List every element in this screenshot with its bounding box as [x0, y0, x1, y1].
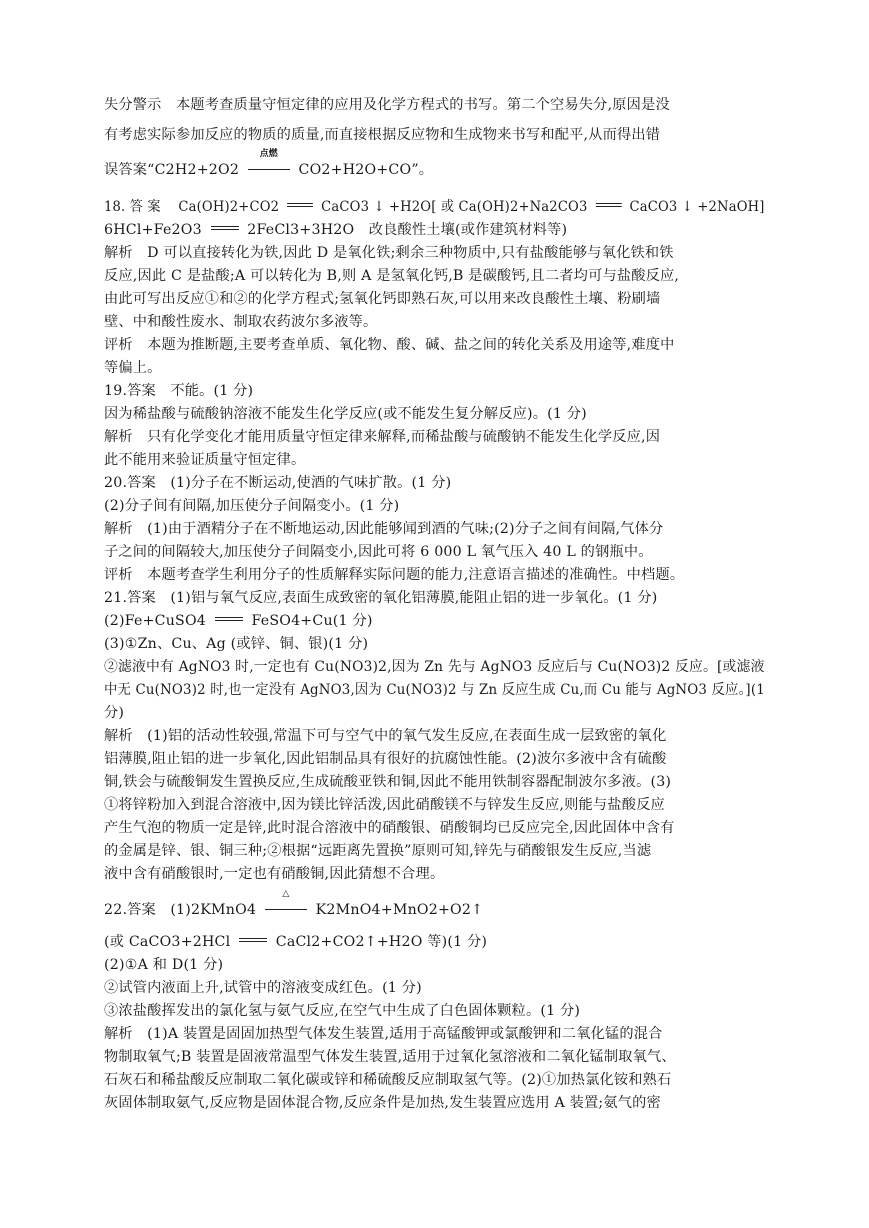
text-fragment: K2MnO4+MnO2+O2↑ [315, 902, 484, 918]
text-line: (2)①A 和 D(1 分) [104, 957, 224, 973]
text-fragment: CO2+H2O+CO”。 [298, 162, 434, 178]
text-line: 分) [104, 705, 125, 721]
text-line: ①将锌粉加入到混合溶液中,因为镁比锌活泼,因此硝酸镁不与锌发生反应,则能与盐酸反应 [104, 797, 665, 813]
text-fragment: (或 CaCO3+2HCl [104, 934, 231, 950]
text-fragment: 2FeCl3+3H2O 改良酸性土壤(或作建筑材料等) [247, 222, 568, 238]
text-fragment: 18. 答 案 Ca(OH)2+CO2 [104, 199, 280, 215]
text-line [104, 197, 765, 217]
text-line: 评析 本题为推断题,主要考查单质、氧化物、酸、碱、盐之间的转化关系及用途等,难度中 [104, 337, 675, 353]
text-fragment: CaCO3 ↓ +2NaOH] [629, 199, 765, 215]
text-line: 等偏上。 [104, 360, 162, 376]
text-line: 解析 D 可以直接转化为铁,因此 D 是氧化铁;剩余三种物质中,只有盐酸能够与氧化铁和铁 [104, 245, 674, 261]
text-line: 中无 Cu(NO3)2 时,也一定没有 AgNO3,因为 Cu(NO3)2 与 Zn 反应生成 Cu,而 Cu 能与 AgNO3 反应。](1 [104, 682, 765, 698]
text-line: ②滤液中有 AgNO3 时,一定也有 Cu(NO3)2,因为 Zn 先与 AgNO3 反应后与 Cu(NO3)2 反应。[或滤液 [104, 659, 765, 675]
text-line: 反应,因此 C 是盐酸;A 可以转化为 B,则 A 是氢氧化钙,B 是碳酸钙,且二者均可与盐酸反应, [104, 268, 680, 284]
text-line: 因为稀盐酸与硫酸钠溶液不能发生化学反应(或不能发生复分解反应)。(1 分) [104, 406, 587, 422]
text-fragment: 误答案“C2H2+2O2 [104, 162, 240, 178]
text-line: 由此可写出反应①和②的化学方程式;氢氧化钙即熟石灰,可以用来改良酸性土壤、粉刷墙 [104, 291, 661, 307]
text-line: 失分警示 本题考查质量守恒定律的应用及化学方程式的书写。第二个空易失分,原因是没 [104, 97, 670, 113]
text-line: 的金属是锌、银、铜三种;②根据“远距离先置换”原则可知,锌先与硝酸银发生反应,当滤 [104, 843, 652, 859]
text-fragment: (2)Fe+CuSO4 [104, 613, 207, 629]
text-line: 解析 只有化学变化才能用质量守恒定律来解释,而稀盐酸与硫酸钠不能发生化学反应,因 [104, 429, 661, 445]
text-line: 此不能用来验证质量守恒定律。 [104, 452, 306, 468]
text-line [104, 611, 373, 631]
equals-sign [239, 936, 267, 944]
text-line: 产生气泡的物质一定是锌,此时混合溶液中的硝酸银、硝酸铜均已反应完全,因此固体中含有 [104, 820, 675, 836]
condition-label: △ [282, 889, 290, 899]
reaction-arrow [261, 889, 311, 920]
text-line: 石灰石和稀盐酸反应制取二氧化碳或锌和稀硫酸反应制取氢气等。(2)①加热氯化铵和熟石 [104, 1072, 672, 1088]
text-line: 解析 (1)铝的活动性较强,常温下可与空气中的氧气发生反应,在表面生成一层致密的氧化 [104, 728, 667, 744]
text-fragment: FeSO4+Cu(1 分) [251, 613, 373, 629]
equals-sign [211, 224, 239, 232]
text-line: ③浓盐酸挥发出的氯化氢与氨气反应,在空气中生成了白色固体颗粒。(1 分) [104, 1003, 581, 1019]
text-line: 有考虑实际参加反应的物质的质量,而直接根据反应物和生成物来书写和配平,从而得出错 [104, 127, 661, 143]
text-fragment: 6HCl+Fe2O3 [104, 222, 202, 238]
text-line: 液中含有硝酸银时,一定也有硝酸铜,因此猜想不合理。 [104, 866, 445, 882]
equals-sign [287, 201, 313, 209]
text-line: 19.答案 不能。(1 分) [104, 383, 254, 399]
text-fragment: CaCO3 ↓ +H2O[ 或 Ca(OH)2+Na2CO3 [321, 199, 588, 215]
text-line: 21.答案 (1)铝与氧气反应,表面生成致密的氧化铝薄膜,能阻止铝的进一步氧化。(1 分) [104, 590, 658, 606]
text-line: 铝薄膜,阻止铝的进一步氧化,因此铝制品具有很好的抗腐蚀性能。(2)波尔多液中含有硫酸 [104, 751, 667, 767]
text-line: 解析 (1)由于酒精分子在不断地运动,因此能够闻到酒的气味;(2)分子之间有间隔,气体分 [104, 521, 664, 537]
text-line: 解析 (1)A 装置是固固加热型气体发生装置,适用于高锰酸钾或氯酸钾和二氧化锰的混合 [104, 1026, 663, 1042]
text-line [104, 889, 484, 920]
text-line: 壁、中和酸性废水、制取农药波尔多液等。 [104, 314, 378, 330]
condition-label: 点燃 [259, 149, 278, 159]
text-line [104, 932, 487, 952]
text-line: 铜,铁会与硫酸铜发生置换反应,生成硫酸亚铁和铜,因此不能用铁制容器配制波尔多液。(3) [104, 774, 672, 790]
text-fragment: CaCl2+CO2↑+H2O 等)(1 分) [275, 934, 488, 950]
text-line [104, 220, 567, 240]
text-line: 子之间的间隔较大,加压使分子间隔变小,因此可将 6 000 L 氧气压入 40 L 的钢瓶中。 [104, 544, 653, 560]
text-line: (3)①Zn、Cu、Ag (或锌、铜、银)(1 分) [104, 636, 369, 652]
text-line [104, 149, 434, 180]
equals-sign [596, 201, 622, 209]
text-line: 20.答案 (1)分子在不断运动,使酒的气味扩散。(1 分) [104, 475, 452, 491]
text-fragment: 22.答案 (1)2KMnO4 [104, 902, 257, 918]
text-line: ②试管内液面上升,试管中的溶液变成红色。(1 分) [104, 980, 422, 996]
text-line: 评析 本题考查学生利用分子的性质解释实际问题的能力,注意语言描述的准确性。中档题。 [104, 567, 685, 583]
text-line: 灰固体制取氨气,反应物是固体混合物,反应条件是加热,发生装置应选用 A 装置;氨气的密 [104, 1095, 661, 1111]
text-line: 物制取氧气;B 装置是固液常温型气体发生装置,适用于过氧化氢溶液和二氧化锰制取氧气、 [104, 1049, 676, 1065]
equals-sign [215, 615, 243, 623]
text-line: (2)分子间有间隔,加压使分子间隔变小。(1 分) [104, 498, 400, 514]
reaction-arrow [244, 149, 294, 180]
